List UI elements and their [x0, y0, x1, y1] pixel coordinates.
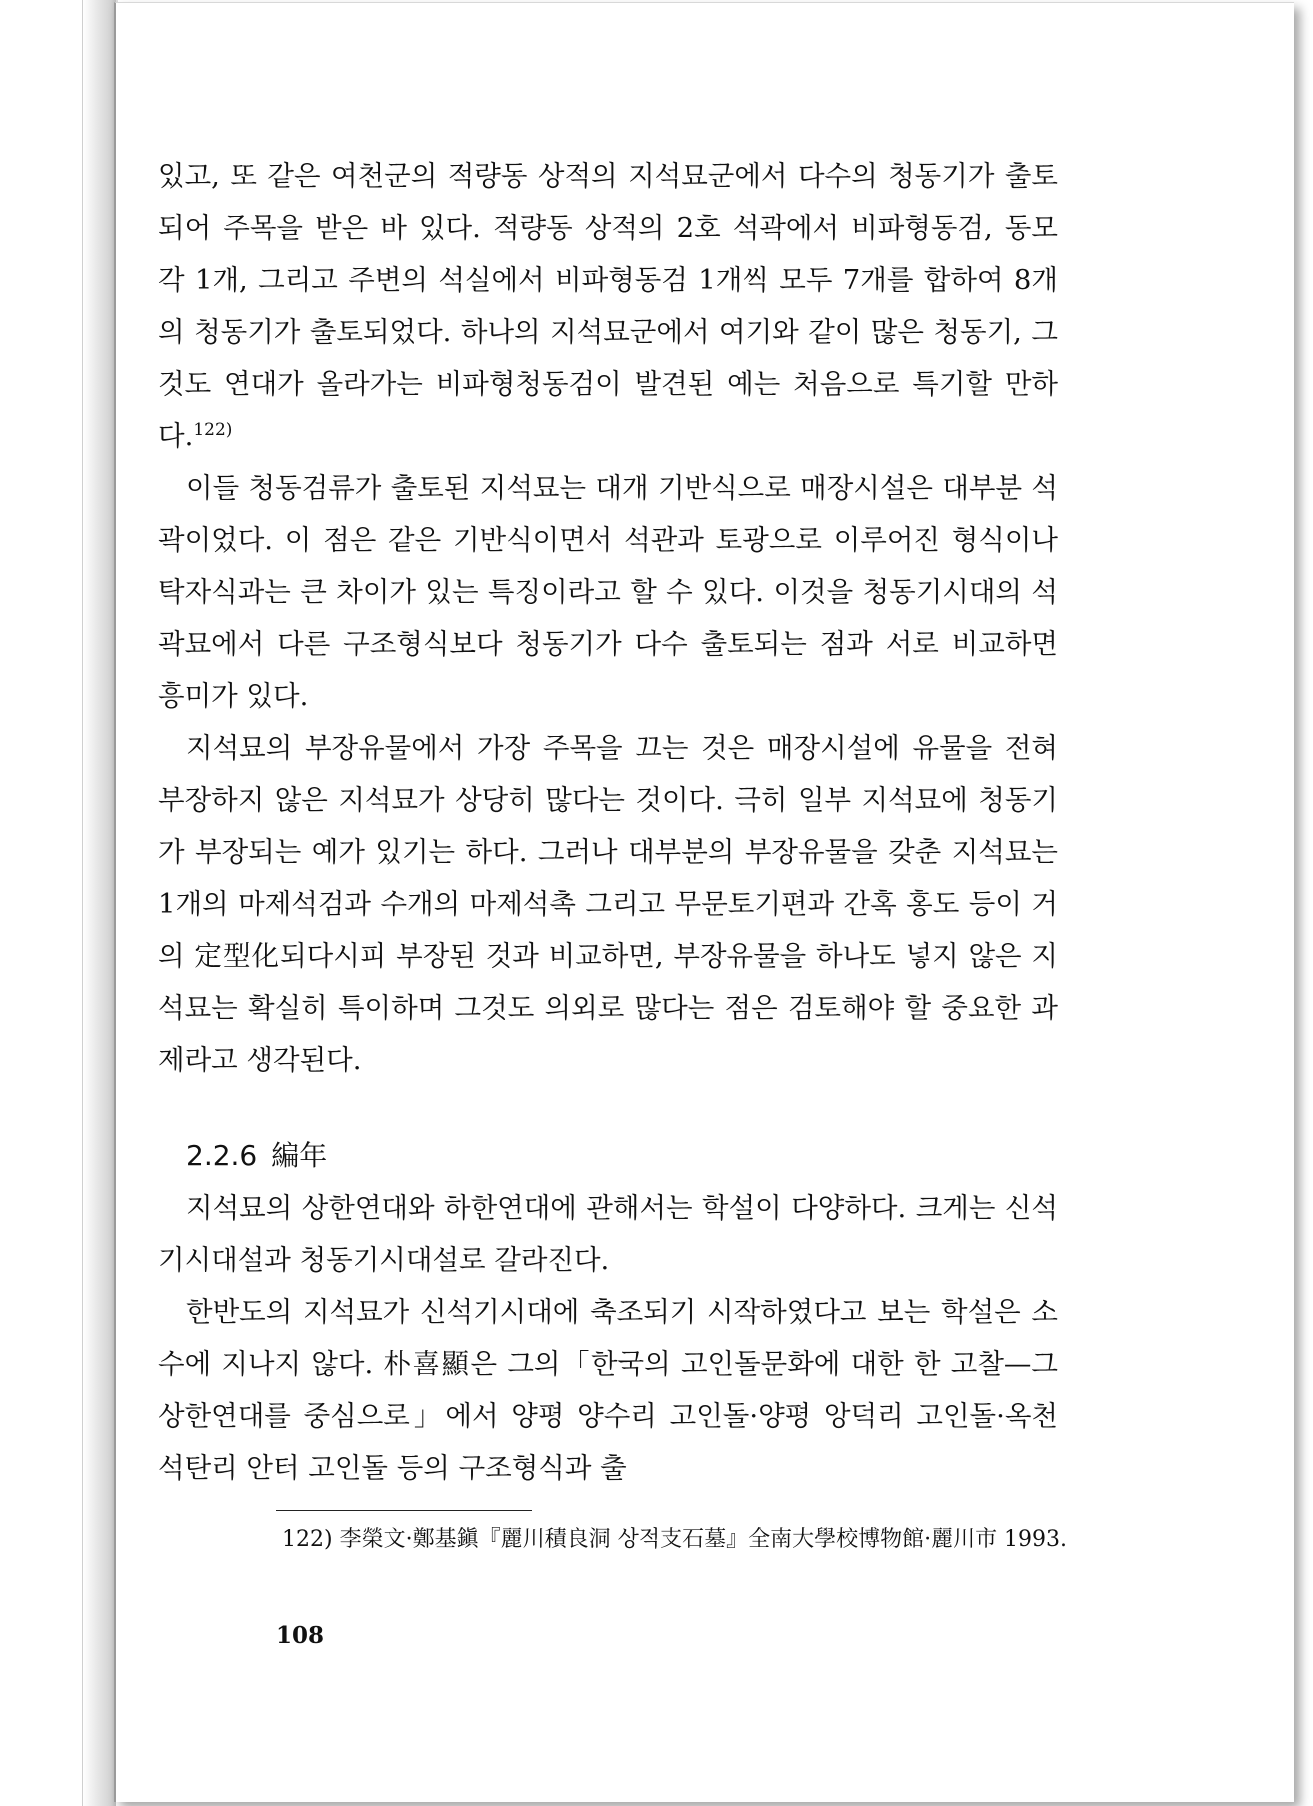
- footnote-divider: [276, 1510, 532, 1511]
- section-title: 編年: [271, 1139, 328, 1172]
- footnote-ref: 122): [193, 419, 233, 440]
- book-spine: [82, 0, 116, 1806]
- footnote-number: 122): [282, 1527, 333, 1552]
- paragraph: 한반도의 지석묘가 신석기시대에 축조되기 시작하였다고 보는 학설은 소수에 지나지 않다. 朴喜顯은 그의「한국의 고인돌문화에 대한 한 고찰—그 상한연대를 중심으로」에서 양평 양수리 고인돌·양평 앙덕리 고인돌·옥천 석탄리 안터 고인돌 등의 구조형식과 출: [158, 1296, 1058, 1484]
- footnote-text: 李榮文·鄭基鎭『麗川積良洞 상적支石墓』全南大學校博物館·麗川市 1993.: [339, 1527, 1068, 1552]
- body-text: [158, 150, 1058, 1494]
- paragraph: [158, 150, 1058, 462]
- paragraph: 이들 청동검류가 출토된 지석묘는 대개 기반식으로 매장시설은 대부분 석곽이었다. 이 점은 같은 기반식이면서 석관과 토광으로 이루어진 형식이나 탁자식과는 큰 차이가 있는 특징이라고 할 수 있다. 이것을 청동기시대의 석곽묘에서 다른 구조형식보다 청동기가 다수 출토되는 점과 서로 비교하면 흥미가 있다.: [158, 472, 1058, 712]
- paragraph: 지석묘의 부장유물에서 가장 주목을 끄는 것은 매장시설에 유물을 전혀 부장하지 않은 지석묘가 상당히 많다는 것이다. 극히 일부 지석묘에 청동기가 부장되는 예가 있기는 하다. 그러나 대부분의 부장유물을 갖춘 지석묘는 1개의 마제석검과 수개의 마제석촉 그리고 무문토기편과 간혹 홍도 등이 거의 定型化되다시피 부장된 것과 비교하면, 부장유물을 하나도 넣지 않은 지석묘는 확실히 특이하며 그것도 의외로 많다는 점은 검토해야 할 중요한 과제라고 생각된다.: [158, 732, 1058, 1076]
- footnote: [282, 1523, 1182, 1557]
- paragraph: 지석묘의 상한연대와 하한연대에 관해서는 학설이 다양하다. 크게는 신석기시대설과 청동기시대설로 갈라진다.: [158, 1192, 1058, 1276]
- paragraph-text: 있고, 또 같은 여천군의 적량동 상적의 지석묘군에서 다수의 청동기가 출토되어 주목을 받은 바 있다. 적량동 상적의 2호 석곽에서 비파형동검, 동모 각 1개, 그리고 주변의 석실에서 비파형동검 1개씩 모두 7개를 합하여 8개의 청동기가 출토되었다. 하나의 지석묘군에서 여기와 같이 많은 청동기, 그것도 연대가 올라가는 비파형청동검이 발견된 예는 처음으로 특기할 만하다.: [158, 160, 1058, 452]
- page-number: 108: [276, 1622, 325, 1649]
- section-number: 2.2.6: [186, 1139, 258, 1172]
- section-heading: [186, 1130, 1058, 1182]
